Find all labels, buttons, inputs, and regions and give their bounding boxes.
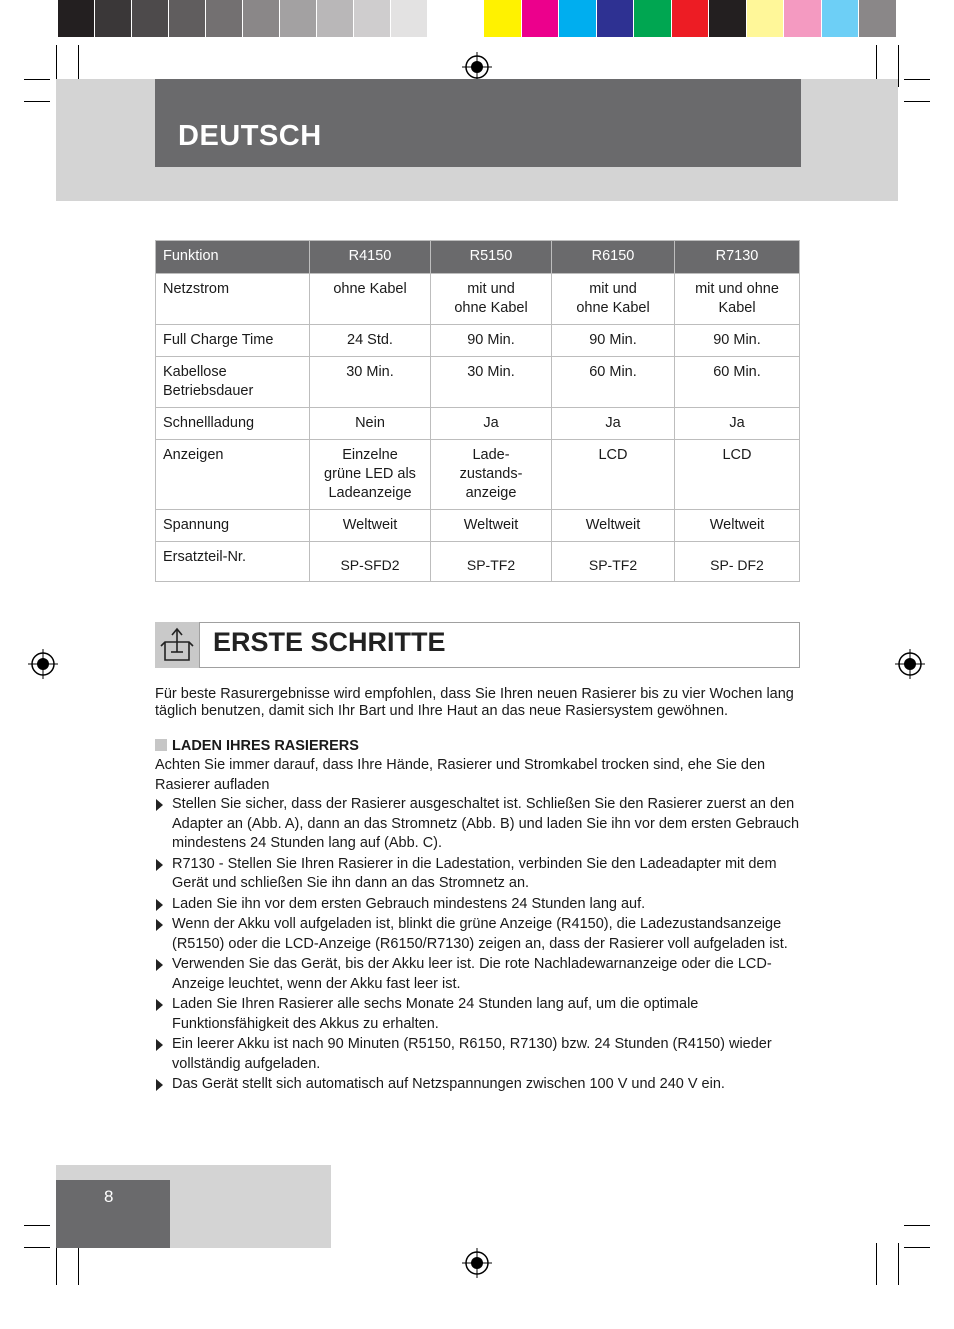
color-swatch <box>747 0 785 37</box>
color-swatch <box>784 0 822 37</box>
table-cell: 90 Min. <box>431 325 552 357</box>
row-label: Kabellose Betriebsdauer <box>156 357 310 408</box>
row-label: Spannung <box>156 510 310 542</box>
list-item-text: Stellen Sie sicher, dass der Rasierer ausgeschaltet ist. Schließen Sie den Rasierer zuerst an den Adapter an (Abb. A), dann an das Stromnetz (Abb. B) und laden Sie ihn vor dem ersten Gebrauch mindestens 24 Stunden lang auf (Abb. C). <box>172 796 800 851</box>
table-row <box>156 440 800 510</box>
triangle-bullet-icon <box>156 1079 163 1091</box>
gray-swatch <box>169 0 206 37</box>
table-cell: Nein <box>310 408 431 440</box>
table-cell: SP-TF2 <box>552 542 675 582</box>
instruction-list <box>155 795 800 1096</box>
column-header: Funktion <box>156 241 310 274</box>
table-cell: 30 Min. <box>310 357 431 408</box>
triangle-bullet-icon <box>156 1039 163 1051</box>
color-swatch <box>709 0 747 37</box>
color-swatch <box>822 0 860 37</box>
triangle-bullet-icon <box>156 899 163 911</box>
subheading <box>155 738 359 754</box>
gray-swatch <box>95 0 132 37</box>
column-header: R4150 <box>310 241 431 274</box>
table-cell: 90 Min. <box>675 325 800 357</box>
table-cell: SP-SFD2 <box>310 542 431 582</box>
list-item <box>155 915 800 954</box>
gray-swatch <box>132 0 169 37</box>
row-label: Ersatzteil-Nr. <box>156 542 310 582</box>
triangle-bullet-icon <box>156 919 163 931</box>
lead-paragraph: Achten Sie immer darauf, dass Ihre Hände, Rasierer und Stromkabel trocken sind, ehe Sie den Rasierer aufladen <box>155 757 766 793</box>
color-swatch <box>672 0 710 37</box>
list-item <box>155 995 800 1034</box>
row-label: Netzstrom <box>156 274 310 325</box>
list-item <box>155 795 800 854</box>
table-header-row <box>156 241 800 274</box>
table-cell: Ja <box>552 408 675 440</box>
table-cell: Weltweit <box>431 510 552 542</box>
list-item-text: Laden Sie Ihren Rasierer alle sechs Monate 24 Stunden lang auf, um die optimale Funktionsfähigkeit des Akkus zu erhalten. <box>172 996 699 1032</box>
row-label: Schnellladung <box>156 408 310 440</box>
triangle-bullet-icon <box>156 799 163 811</box>
table-row <box>156 510 800 542</box>
table-cell: mit und ohne Kabel <box>431 274 552 325</box>
registration-mark-icon <box>895 649 925 679</box>
page-number: 8 <box>104 1187 114 1206</box>
gray-swatch <box>354 0 391 37</box>
column-header: R7130 <box>675 241 800 274</box>
registration-mark-icon <box>28 649 58 679</box>
color-swatch <box>559 0 597 37</box>
color-swatch <box>597 0 635 37</box>
table-row <box>156 408 800 440</box>
table-cell: ohne Kabel <box>310 274 431 325</box>
list-item <box>155 895 800 915</box>
list-item-text: Verwenden Sie das Gerät, bis der Akku leer ist. Die rote Nachladewarnanzeige oder die LCD-Anzeige leuchtet, wenn der Akku fast leer ist. <box>172 956 772 992</box>
column-header: R5150 <box>431 241 552 274</box>
table-row <box>156 542 800 582</box>
table-cell: Ja <box>675 408 800 440</box>
gray-swatch <box>317 0 354 37</box>
table-cell: Weltweit <box>310 510 431 542</box>
gray-swatch <box>206 0 243 37</box>
gray-swatch <box>58 0 95 37</box>
gray-swatch <box>280 0 317 37</box>
spec-table <box>155 240 800 582</box>
intro-paragraph: Für beste Rasurergebnisse wird empfohlen, dass Sie Ihren neuen Rasierer bis zu vier Wochen lang täglich benutzen, damit sich Ihr Bart und Ihre Haut an das neue Rasiersystem gewöhnen. <box>155 686 794 719</box>
list-item <box>155 955 800 994</box>
table-cell: LCD <box>675 440 800 510</box>
gray-swatch <box>243 0 280 37</box>
list-item <box>155 1035 800 1074</box>
table-cell: SP- DF2 <box>675 542 800 582</box>
color-swatch <box>634 0 672 37</box>
table-row <box>156 274 800 325</box>
triangle-bullet-icon <box>156 859 163 871</box>
table-cell: Ja <box>431 408 552 440</box>
table-cell: mit und ohne Kabel <box>675 274 800 325</box>
list-item-text: Das Gerät stellt sich automatisch auf Netzspannungen zwischen 100 V und 240 V ein. <box>172 1076 725 1092</box>
grayscale-color-bar <box>58 0 465 38</box>
table-cell: 60 Min. <box>675 357 800 408</box>
list-item-text: Laden Sie ihn vor dem ersten Gebrauch mindestens 24 Stunden lang auf. <box>172 895 646 912</box>
square-bullet-icon <box>155 739 167 751</box>
color-swatch <box>484 0 522 37</box>
list-item <box>155 1075 800 1095</box>
triangle-bullet-icon <box>156 959 163 971</box>
page-title: DEUTSCH <box>178 120 322 152</box>
section-title: ERSTE SCHRITTE <box>213 627 446 657</box>
triangle-bullet-icon <box>156 999 163 1011</box>
table-row <box>156 325 800 357</box>
color-swatch <box>859 0 897 37</box>
table-cell: mit und ohne Kabel <box>552 274 675 325</box>
list-item-text: R7130 - Stellen Sie Ihren Rasierer in die Ladestation, verbinden Sie den Ladeadapter mit dem Gerät und schließen Sie ihn dann an das Stromnetz an. <box>172 855 777 891</box>
box-upload-icon <box>155 622 200 668</box>
gray-swatch <box>428 0 465 37</box>
table-row <box>156 357 800 408</box>
table-cell: Einzelne grüne LED als Ladeanzeige <box>310 440 431 510</box>
table-cell: SP-TF2 <box>431 542 552 582</box>
table-cell: Lade- zustands- anzeige <box>431 440 552 510</box>
color-swatch <box>522 0 560 37</box>
registration-mark-icon <box>462 52 492 82</box>
table-cell: 60 Min. <box>552 357 675 408</box>
table-cell: 24 Std. <box>310 325 431 357</box>
subheading-text: LADEN IHRES RASIERERS <box>172 738 359 754</box>
table-cell: 30 Min. <box>431 357 552 408</box>
table-cell: 90 Min. <box>552 325 675 357</box>
row-label: Full Charge Time <box>156 325 310 357</box>
table-cell: LCD <box>552 440 675 510</box>
list-item-text: Ein leerer Akku ist nach 90 Minuten (R5150, R6150, R7130) bzw. 24 Stunden (R4150) wieder vollständig aufgeladen. <box>172 1036 772 1072</box>
table-cell: Weltweit <box>552 510 675 542</box>
column-header: R6150 <box>552 241 675 274</box>
list-item-text: Wenn der Akku voll aufgeladen ist, blinkt die grüne Anzeige (R4150), die Ladezustandsanzeige (R5150) oder die LCD-Anzeige (R6150/R7130) zeigen an, dass der Rasierer voll aufgeladen ist. <box>172 916 788 952</box>
registration-mark-icon <box>462 1248 492 1278</box>
gray-swatch <box>391 0 428 37</box>
row-label: Anzeigen <box>156 440 310 510</box>
list-item <box>155 855 800 894</box>
table-cell: Weltweit <box>675 510 800 542</box>
cmyk-color-bar <box>484 0 897 38</box>
